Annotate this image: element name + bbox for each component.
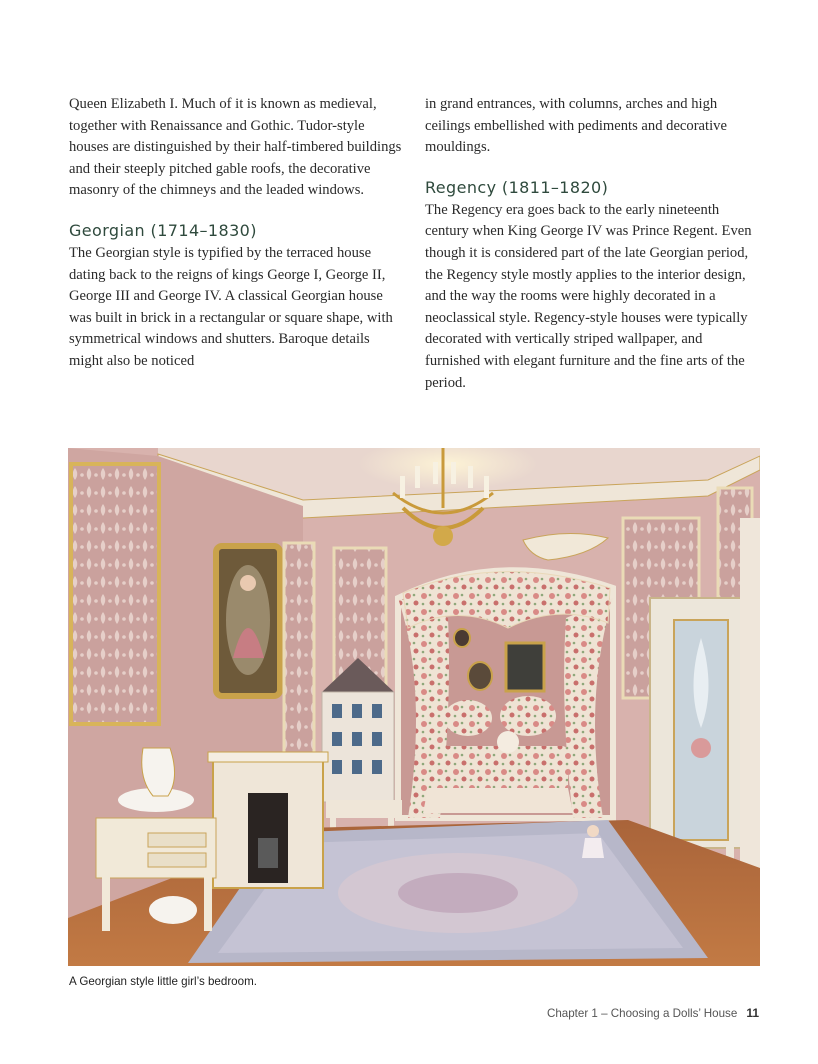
right-column (425, 94, 761, 394)
heading-georgian: Georgian (1714–1830) (69, 220, 257, 240)
continued-paragraph: in grand entrances, with columns, arches and high ceilings embellished with pediments and decorative mouldings. (425, 96, 727, 156)
georgian-paragraph: The Georgian style is typified by the terraced house dating back to the reigns of kings George I, George II, George III and George IV. A classical Georgian house was built in brick in a rectangular or square shape, with symmetrical windows and shutters. Baroque details might also be noticed (69, 244, 393, 369)
regency-paragraph: The Regency era goes back to the early nineteenth century when King George IV was Prince Regent. Even though it is considered part of the late Georgian period, the Regency style mostly applies to the interior design, and the way the rooms were highly decorated in a neoclassical style. Regency-style houses were typically decorated with vertically striped wallpaper, and furnished with elegant furniture and the fine arts of the period. (425, 201, 752, 391)
bedroom-photo (68, 448, 760, 966)
chapter-title: Chapter 1 – Choosing a Dolls’ House (546, 1007, 738, 1020)
figure-caption: A Georgian style little girl’s bedroom. (69, 975, 257, 988)
intro-paragraph: Queen Elizabeth I. Much of it is known as medieval, together with Renaissance and Gothic. Tudor-style houses are distinguished by their half-timbered buildings and their steeply pitched gable roofs, the decorative masonry of the chimneys and the leaded windows. (69, 96, 402, 199)
page-footer (547, 1006, 759, 1020)
page-number: 11 (746, 1006, 759, 1020)
bedroom-illustration (68, 448, 760, 966)
left-column (69, 94, 405, 373)
heading-regency: Regency (1811–1820) (425, 177, 609, 197)
